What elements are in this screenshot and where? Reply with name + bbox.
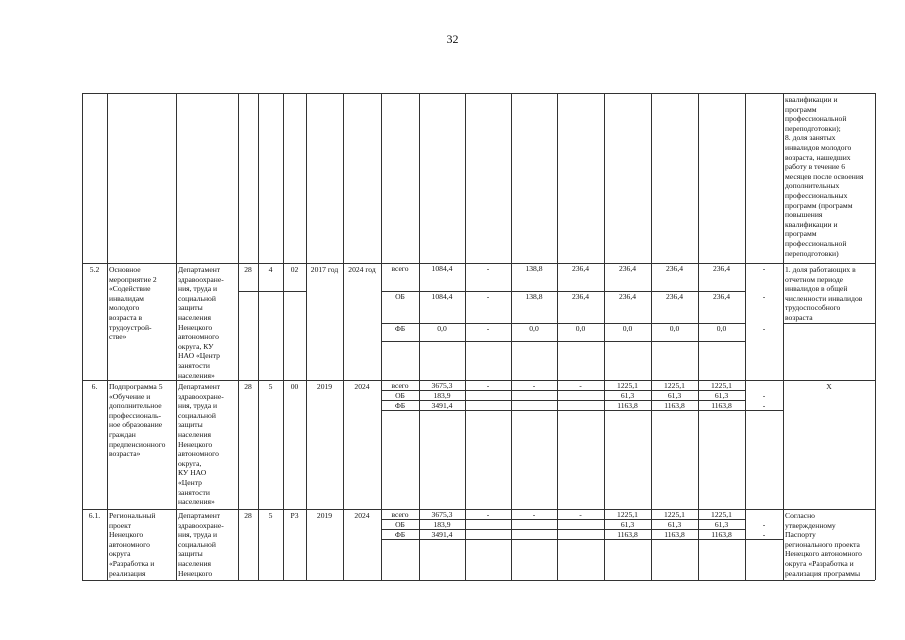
goal-text: квалификации и программ профессиональной переподготовки); 8. доля занятых инвалидов молодого возраста, нашедших работу в течение 6 месяцев после освоения дополнительных профессиональных программ (программ повышения квалификации и программ профессиональной переподготовки) xyxy=(785,95,864,258)
measure-name: Основное мероприятие 2 «Содействие инвалидам молодого возраста в трудоустрой- стве» xyxy=(109,265,157,342)
table-top-border xyxy=(82,93,875,94)
code-3: P3 xyxy=(290,511,299,520)
column-line xyxy=(258,93,259,580)
column-line xyxy=(745,93,746,580)
funding-total: 1084,4 xyxy=(431,292,453,301)
column-line xyxy=(875,93,876,580)
row-number: 5.2 xyxy=(89,265,100,274)
funding-year-value: - xyxy=(579,381,582,390)
funding-source: ОБ xyxy=(395,520,405,529)
funding-year-value: 236,4 xyxy=(571,292,590,301)
funding-year-value: - xyxy=(486,292,490,301)
measure-name: Региональный проект Ненецкого автономного округа «Разработка и реализация xyxy=(109,511,156,578)
code-2: 5 xyxy=(268,382,273,391)
funding-year-value: - xyxy=(762,324,766,333)
column-line xyxy=(381,93,382,580)
funding-year-value: 236,4 xyxy=(618,292,637,301)
funding-total: 183,9 xyxy=(433,520,451,529)
column-line xyxy=(107,93,108,580)
column-line xyxy=(306,93,307,580)
funding-year-value: 1225,1 xyxy=(711,381,732,390)
column-line xyxy=(82,93,83,580)
funding-year-value: 1225,1 xyxy=(664,510,685,519)
funding-source: ФБ xyxy=(394,530,406,539)
funding-year-value: 236,4 xyxy=(712,292,731,301)
funding-year-value: 0,0 xyxy=(622,324,633,333)
funding-total: 183,9 xyxy=(433,391,451,400)
executor: Департамент здравоохране- ния, труда и социальной защиты населения Ненецкого автономного округа, КУ НАО «Центр занятости населения» xyxy=(178,265,224,380)
funding-source: ФБ xyxy=(394,401,406,410)
funding-year-value: 0,0 xyxy=(575,324,586,333)
code-2: 4 xyxy=(268,265,273,274)
start-year: 2017 год xyxy=(310,265,339,274)
column-line xyxy=(465,93,466,580)
column-line xyxy=(419,93,420,580)
funding-year-value: 1163,8 xyxy=(617,401,638,410)
funding-year-value: 138,8 xyxy=(525,264,543,273)
funding-year-value: 0,0 xyxy=(716,324,727,333)
code-1: 28 xyxy=(244,382,252,391)
goal-text: Х xyxy=(826,382,832,391)
funding-total: 3675,3 xyxy=(431,381,453,390)
code-3: 00 xyxy=(290,382,299,391)
measure-name: Подпрограмма 5 «Обучение и дополнительное профессиональ- ное образование граждан предпенсионного возраста» xyxy=(109,382,166,459)
funding-year-value: 0,0 xyxy=(669,324,680,333)
executor: Департамент здравоохране- ния, труда и социальной защиты населения Ненецкого автономного округа, КУ НАО «Центр занятости населения» xyxy=(178,382,224,507)
funding-year-value: 61,3 xyxy=(667,391,682,400)
code-box-bottom xyxy=(238,291,306,292)
funding-year-value: 1163,8 xyxy=(664,530,685,539)
funding-source: всего xyxy=(391,264,409,273)
funding-source: всего xyxy=(391,381,409,390)
column-line xyxy=(783,93,784,580)
column-line xyxy=(604,93,605,580)
funding-year-value: - xyxy=(579,510,582,519)
funding-year-value: 236,4 xyxy=(712,264,731,273)
end-year: 2024 xyxy=(354,511,370,520)
executor: Департамент здравоохране- ния, труда и социальной защиты населения Ненецкого xyxy=(178,511,224,578)
funding-year-value: 1163,8 xyxy=(711,530,732,539)
funding-total: 1084,4 xyxy=(431,264,453,273)
funding-year-value: - xyxy=(532,510,536,519)
funding-year-value: 1225,1 xyxy=(617,510,638,519)
column-line xyxy=(698,93,699,580)
funding-year-value: 1163,8 xyxy=(711,401,732,410)
funding-year-value: - xyxy=(762,391,766,400)
funding-year-value: 236,4 xyxy=(571,264,590,273)
goal-text: 1. доля работающих в отчетном периоде инвалидов в общей численности инвалидов трудоспособного возраста xyxy=(785,265,863,322)
column-line xyxy=(343,93,344,580)
funding-year-value: - xyxy=(486,381,490,390)
column-line xyxy=(557,93,558,580)
funding-year-value: 1163,8 xyxy=(664,401,685,410)
funding-year-value: 236,4 xyxy=(665,292,684,301)
funding-total: 3491,4 xyxy=(431,530,453,539)
funding-year-value: - xyxy=(486,510,490,519)
funding-subrow-line xyxy=(381,341,745,342)
funding-year-value: 61,3 xyxy=(667,520,682,529)
code-3: 02 xyxy=(290,265,299,274)
funding-year-value: - xyxy=(486,264,490,273)
column-line xyxy=(283,93,284,580)
goal-text: Согласно утвержденному Паспорту регионального проекта Ненецкого автономного округа «Разработка и реализация программы xyxy=(785,511,862,578)
column-line xyxy=(651,93,652,580)
funding-year-value: 61,3 xyxy=(620,391,635,400)
funding-year-value: 138,8 xyxy=(525,292,543,301)
column-line xyxy=(238,93,239,580)
code-1: 28 xyxy=(244,265,252,274)
funding-source: всего xyxy=(391,510,409,519)
funding-year-value: 1163,8 xyxy=(617,530,638,539)
funding-year-value: 61,3 xyxy=(714,520,729,529)
funding-year-value: 0,0 xyxy=(529,324,539,333)
funding-total: 3491,4 xyxy=(431,401,453,410)
funding-year-value: - xyxy=(762,530,766,539)
page-number: 32 xyxy=(446,32,459,46)
funding-total: 0,0 xyxy=(437,324,447,333)
end-year: 2024 год xyxy=(348,265,376,274)
funding-year-value: - xyxy=(532,381,536,390)
goal-cell-line xyxy=(783,323,875,324)
column-line xyxy=(176,93,177,580)
column-line xyxy=(511,93,512,580)
funding-total: 3675,3 xyxy=(431,510,453,519)
start-year: 2019 xyxy=(316,382,333,391)
start-year: 2019 xyxy=(316,511,333,520)
funding-year-value: 61,3 xyxy=(620,520,635,529)
funding-year-value: 236,4 xyxy=(618,264,637,273)
funding-year-value: 61,3 xyxy=(714,391,729,400)
row-number: 6.1. xyxy=(88,511,101,520)
funding-source: ОБ xyxy=(395,292,405,301)
funding-source: ФБ xyxy=(394,324,406,333)
row-number: 6. xyxy=(91,382,98,391)
funding-year-value: - xyxy=(762,264,766,273)
funding-year-value: 236,4 xyxy=(665,264,684,273)
code-2: 5 xyxy=(268,511,273,520)
funding-year-value: - xyxy=(762,292,766,301)
end-year: 2024 xyxy=(354,382,370,391)
funding-year-value: - xyxy=(762,401,766,410)
funding-year-value: 1225,1 xyxy=(617,381,638,390)
funding-year-value: - xyxy=(762,520,766,529)
funding-source: ОБ xyxy=(395,391,405,400)
code-1: 28 xyxy=(244,511,252,520)
table-bottom-line xyxy=(82,580,875,581)
funding-year-value: 1225,1 xyxy=(664,381,685,390)
funding-year-value: 1225,1 xyxy=(711,510,732,519)
funding-year-value: - xyxy=(486,324,490,333)
